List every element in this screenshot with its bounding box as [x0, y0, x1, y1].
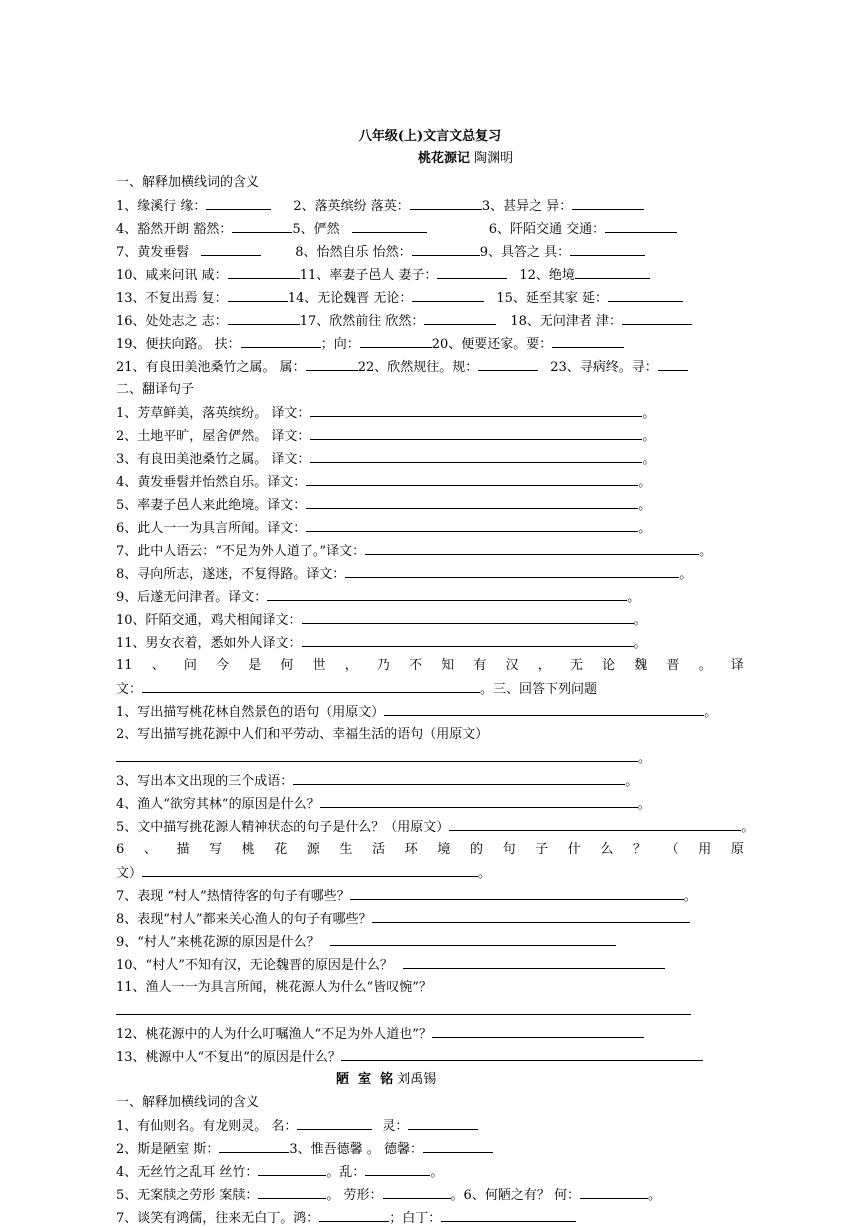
- part-heading-2: 二、翻译句子: [116, 382, 195, 397]
- char: 、: [143, 842, 157, 857]
- answer-blank[interactable]: [306, 520, 638, 532]
- question-2-answer: [116, 750, 651, 766]
- prompt: 文：: [116, 682, 143, 697]
- prompt: 3、有良田美池桑竹之属。 译文：: [116, 452, 311, 467]
- vocab-item: 15、延至其家 延：: [496, 291, 609, 306]
- blank[interactable]: [219, 1141, 289, 1153]
- blank[interactable]: [258, 1187, 326, 1199]
- vocab-item: 4、无丝竹之乱耳 丝竹：: [116, 1165, 259, 1180]
- blank[interactable]: [608, 290, 683, 302]
- blank[interactable]: [241, 336, 321, 348]
- period: 。: [633, 636, 647, 651]
- period: 。: [647, 1188, 661, 1203]
- blank[interactable]: [232, 221, 292, 233]
- vocab-item: 2、落英缤纷 落英：: [293, 199, 410, 214]
- question-11-answer: [116, 1003, 691, 1019]
- prompt: 8、表现“村人”都来关心渔人的句子有哪些？: [116, 912, 372, 927]
- answer-blank[interactable]: [302, 635, 634, 647]
- blank[interactable]: [228, 267, 300, 279]
- vocab-line-6: [116, 313, 692, 329]
- vocab-line-3: [116, 1164, 443, 1180]
- vocab-item: 灵：: [382, 1119, 409, 1134]
- page-title: 八年级(上)文言文总复习: [358, 129, 502, 144]
- answer-blank[interactable]: [306, 497, 638, 509]
- prompt: 9、后遂无问津者。译文：: [116, 590, 268, 605]
- prompt: 13、桃源中人“不复出”的原因是什么？: [116, 1050, 341, 1065]
- prompt: 9、“村人”来桃花源的原因是什么？: [116, 935, 320, 950]
- period: 。: [638, 498, 652, 513]
- translate-line-4: [116, 474, 651, 490]
- char: 么: [600, 842, 614, 857]
- prompt: 4、渔人“欲穷其林”的原因是什么？: [116, 797, 320, 812]
- blank[interactable]: [570, 244, 645, 256]
- blank[interactable]: [228, 313, 300, 325]
- part-heading-3: 。三、回答下列问题: [480, 682, 598, 697]
- vocab-item: 5、俨然: [292, 222, 340, 237]
- blank[interactable]: [605, 221, 677, 233]
- vocab-item: 5、无案牍之劳形 案牍：: [116, 1188, 259, 1203]
- vocab-item: 。6、何陋之有？ 何：: [450, 1188, 580, 1203]
- blank[interactable]: [441, 1210, 576, 1222]
- answer-blank[interactable]: [365, 543, 699, 555]
- vocab-line-8: [116, 359, 688, 375]
- blank[interactable]: [622, 313, 692, 325]
- char: 是: [248, 658, 262, 673]
- vocab-line-2: [116, 221, 677, 237]
- answer-blank[interactable]: [116, 1003, 691, 1015]
- blank[interactable]: [306, 359, 358, 371]
- vocab-item: 16、处处志之 志：: [116, 314, 228, 329]
- vocab-item: 19、便扶向路。 扶：: [116, 337, 241, 352]
- period: 。: [638, 475, 652, 490]
- blank[interactable]: [478, 359, 538, 371]
- char: 的: [469, 842, 483, 857]
- prompt: 6、此人一一为具言所闻。译文：: [116, 521, 307, 536]
- period: 。: [478, 866, 492, 881]
- translate-line-12-justified: [116, 658, 744, 674]
- char: 写: [209, 842, 223, 857]
- vocab-item: 8、怡然自乐 怡然：: [295, 245, 412, 260]
- period: 。: [637, 797, 651, 812]
- blank[interactable]: [319, 1210, 389, 1222]
- question-5: [116, 819, 754, 835]
- answer-blank[interactable]: [293, 773, 625, 785]
- char: 花: [274, 842, 288, 857]
- answer-blank[interactable]: [350, 888, 684, 900]
- blank[interactable]: [658, 359, 688, 371]
- vocab-line-5: [116, 1210, 576, 1226]
- question-13: [116, 1049, 703, 1065]
- translate-line-1: [116, 405, 655, 421]
- translate-line-8: [116, 566, 692, 582]
- blank[interactable]: [352, 221, 427, 233]
- vocab-item: 20、便要还家。要：: [431, 337, 553, 352]
- vocab-item: 10、咸来问讯 咸：: [116, 268, 228, 283]
- translate-line-6: [116, 520, 651, 536]
- vocab-item: 4、豁然开朗 豁然：: [116, 222, 233, 237]
- blank[interactable]: [412, 244, 480, 256]
- section-title-loushiming: [336, 1072, 436, 1088]
- vocab-item: 9、具答之 具：: [479, 245, 571, 260]
- section-title-taohuayuan: [418, 151, 513, 167]
- char: 子: [535, 842, 549, 857]
- char: 知: [441, 658, 455, 673]
- prompt: 3、写出本文出现的三个成语：: [116, 774, 294, 789]
- question-1: [116, 704, 717, 720]
- blank[interactable]: [258, 1164, 326, 1176]
- period: 。: [633, 613, 647, 628]
- part-heading-1: 一、解释加横线词的含义: [116, 175, 260, 190]
- vocab-item: 12、绝境: [519, 268, 575, 283]
- char: ，: [537, 658, 551, 673]
- vocab-line-2: [116, 1141, 493, 1157]
- answer-blank[interactable]: [345, 566, 679, 578]
- translate-line-9: [116, 589, 640, 605]
- vocab-item: 14、无论魏晋 无论：: [287, 291, 413, 306]
- char: 境: [437, 842, 451, 857]
- char: 桃: [241, 842, 255, 857]
- vocab-line-3: [116, 244, 645, 260]
- answer-blank[interactable]: [403, 957, 665, 969]
- part-heading-1: 一、解释加横线词的含义: [116, 1095, 260, 1110]
- question-6-cont: [116, 865, 491, 881]
- char: 什: [567, 842, 581, 857]
- prompt: 10、阡陌交通，鸡犬相闻译文：: [116, 613, 302, 628]
- char: 环: [404, 842, 418, 857]
- char: 问: [183, 658, 197, 673]
- prompt: 1、芳草鲜美，落英缤纷。 译文：: [116, 406, 311, 421]
- blank[interactable]: [575, 267, 650, 279]
- translate-line-2: [116, 428, 655, 444]
- question-6-justified: [116, 842, 744, 858]
- period: 。: [638, 751, 652, 766]
- vocab-item: 1、有仙则名。有龙则灵。 名：: [116, 1119, 298, 1134]
- vocab-item: 7、黄发垂髫: [116, 245, 190, 260]
- answer-blank[interactable]: [302, 612, 634, 624]
- vocab-line-5: [116, 290, 683, 306]
- answer-blank[interactable]: [320, 796, 638, 808]
- vocab-item: 18、无问津者 津：: [510, 314, 623, 329]
- answer-blank[interactable]: [341, 1049, 703, 1061]
- answer-blank[interactable]: [449, 819, 741, 831]
- blank[interactable]: [297, 1118, 372, 1130]
- vocab-item: 17、欣然前往 欣然：: [299, 314, 425, 329]
- vocab-item: 。乱：: [326, 1165, 366, 1180]
- prompt: 2、土地平旷，屋舍俨然。 译文：: [116, 429, 311, 444]
- vocab-line-1: [116, 198, 644, 214]
- period: 。: [638, 521, 652, 536]
- answer-blank[interactable]: [116, 750, 638, 762]
- period: 。: [625, 774, 639, 789]
- answer-blank[interactable]: [310, 428, 642, 440]
- answer-blank[interactable]: [372, 911, 690, 923]
- question-2: 2、写出描写挑花源中人们和平劳动、幸福生活的语句（用原文）: [116, 727, 489, 742]
- char: 晋: [666, 658, 680, 673]
- essay-title: 陋 室 铭: [336, 1072, 394, 1087]
- period: 。: [741, 820, 755, 835]
- answer-blank[interactable]: [267, 589, 627, 601]
- blank[interactable]: [201, 244, 261, 256]
- char: 原: [730, 842, 744, 857]
- char: 6: [116, 842, 125, 857]
- blank[interactable]: [580, 1187, 648, 1199]
- answer-blank[interactable]: [142, 865, 478, 877]
- period: 。: [642, 406, 656, 421]
- vocab-item: 2、斯是陋室 斯：: [116, 1142, 220, 1157]
- essay-author: 陶渊明: [474, 151, 514, 166]
- question-10: [116, 957, 665, 973]
- prompt: 5、文中描写挑花源人精神状态的句子是什么？（用原文）: [116, 820, 450, 835]
- vocab-item: 3、惟吾德馨 。 德馨：: [289, 1142, 423, 1157]
- char: ，: [344, 658, 358, 673]
- blank[interactable]: [572, 198, 644, 210]
- answer-blank[interactable]: [306, 474, 638, 486]
- blank[interactable]: [408, 1118, 478, 1130]
- blank[interactable]: [412, 290, 484, 302]
- char: 用: [698, 842, 712, 857]
- prompt: 7、表现 “村人”热情待客的句子有哪些？: [116, 889, 350, 904]
- essay-title: 桃花源记: [418, 151, 471, 166]
- answer-blank[interactable]: [384, 704, 704, 716]
- question-3: [116, 773, 638, 789]
- blank[interactable]: [410, 198, 482, 210]
- vocab-line-7: [116, 336, 624, 352]
- vocab-item: 。 劳形：: [326, 1188, 383, 1203]
- vocab-line-1: [116, 1118, 478, 1134]
- translate-line-10: [116, 612, 647, 628]
- vocab-item: ；向：: [320, 337, 360, 352]
- char: 。: [698, 658, 712, 673]
- char: 有: [473, 658, 487, 673]
- char: 描: [176, 842, 190, 857]
- prompt: 文）: [116, 866, 143, 881]
- vocab-item: 1、缘溪行 缘：: [116, 199, 207, 214]
- vocab-item: ；白丁：: [389, 1211, 442, 1226]
- char: 不: [409, 658, 423, 673]
- period: 。: [679, 567, 693, 582]
- vocab-item: 13、不复出焉 复：: [116, 291, 228, 306]
- answer-blank[interactable]: [310, 405, 642, 417]
- char: 世: [312, 658, 326, 673]
- prompt: 1、写出描写桃花林自然景色的语句（用原文）: [116, 705, 385, 720]
- prompt: 5、率妻子邑人来此绝境。译文：: [116, 498, 307, 513]
- blank[interactable]: [424, 313, 496, 325]
- blank[interactable]: [206, 198, 271, 210]
- translate-line-11: [116, 635, 647, 651]
- blank[interactable]: [552, 336, 624, 348]
- period: 。: [627, 590, 641, 605]
- vocab-item: 23、寻病终。寻：: [550, 360, 658, 375]
- period: 。: [642, 452, 656, 467]
- char: 汉: [505, 658, 519, 673]
- answer-blank[interactable]: [330, 934, 616, 946]
- char: 无: [569, 658, 583, 673]
- prompt: 4、黄发垂髫并怡然自乐。译文：: [116, 475, 307, 490]
- vocab-item: 6、阡陌交通 交通：: [488, 222, 606, 237]
- blank[interactable]: [360, 336, 432, 348]
- blank[interactable]: [437, 267, 507, 279]
- period: 。: [430, 1165, 444, 1180]
- translate-line-3: [116, 451, 655, 467]
- period: 。: [704, 705, 718, 720]
- char: 论: [602, 658, 616, 673]
- vocab-item: 21、有良田美池桑竹之属。 属：: [116, 360, 306, 375]
- period: 。: [683, 889, 697, 904]
- translate-line-12-cont: [116, 681, 597, 697]
- prompt: 11、男女衣着，悉如外人译文：: [116, 636, 302, 651]
- char: ？: [633, 842, 647, 857]
- char: 何: [280, 658, 294, 673]
- vocab-line-4: [116, 267, 650, 283]
- char: 生: [339, 842, 353, 857]
- question-8: [116, 911, 690, 927]
- char: （: [665, 842, 679, 857]
- blank[interactable]: [383, 1187, 451, 1199]
- blank[interactable]: [423, 1141, 493, 1153]
- answer-blank[interactable]: [310, 451, 642, 463]
- char: 乃: [376, 658, 390, 673]
- prompt: 10、“村人”不知有汉，无论魏晋的原因是什么？: [116, 958, 393, 973]
- vocab-item: 22、欣然规往。规：: [357, 360, 479, 375]
- char: 源: [306, 842, 320, 857]
- translate-line-5: [116, 497, 651, 513]
- vocab-item: 11、率妻子邑人 妻子：: [299, 268, 438, 283]
- period: 。: [642, 429, 656, 444]
- char: 、: [151, 658, 165, 673]
- char: 今: [216, 658, 230, 673]
- blank[interactable]: [228, 290, 288, 302]
- question-11: 11、渔人一一为具言所闻，桃花源人为什么“皆叹惋”？: [116, 980, 432, 995]
- answer-blank[interactable]: [142, 681, 480, 693]
- char: 魏: [634, 658, 648, 673]
- prompt: 8、寻向所志，遂迷，不复得路。译文：: [116, 567, 346, 582]
- question-12: [116, 1026, 644, 1042]
- question-4: [116, 796, 651, 812]
- answer-blank[interactable]: [432, 1026, 644, 1038]
- vocab-item: 7、谈笑有鸿儒，往来无白丁。鸿：: [116, 1211, 320, 1226]
- prompt: 12、桃花源中的人为什么叮嘱渔人“不足为外人道也”？: [116, 1027, 432, 1042]
- essay-author: 刘禹锡: [397, 1072, 437, 1087]
- question-7: [116, 888, 697, 904]
- prompt: 7、此中人语云：“不足为外人道了。”译文：: [116, 544, 366, 559]
- char: 译: [730, 658, 744, 673]
- vocab-line-4: [116, 1187, 661, 1203]
- char: 活: [372, 842, 386, 857]
- translate-line-7: [116, 543, 712, 559]
- blank[interactable]: [365, 1164, 430, 1176]
- vocab-item: 3、甚异之 异：: [481, 199, 573, 214]
- char: 句: [502, 842, 516, 857]
- period: 。: [699, 544, 713, 559]
- char: 11: [116, 658, 133, 673]
- question-9: [116, 934, 616, 950]
